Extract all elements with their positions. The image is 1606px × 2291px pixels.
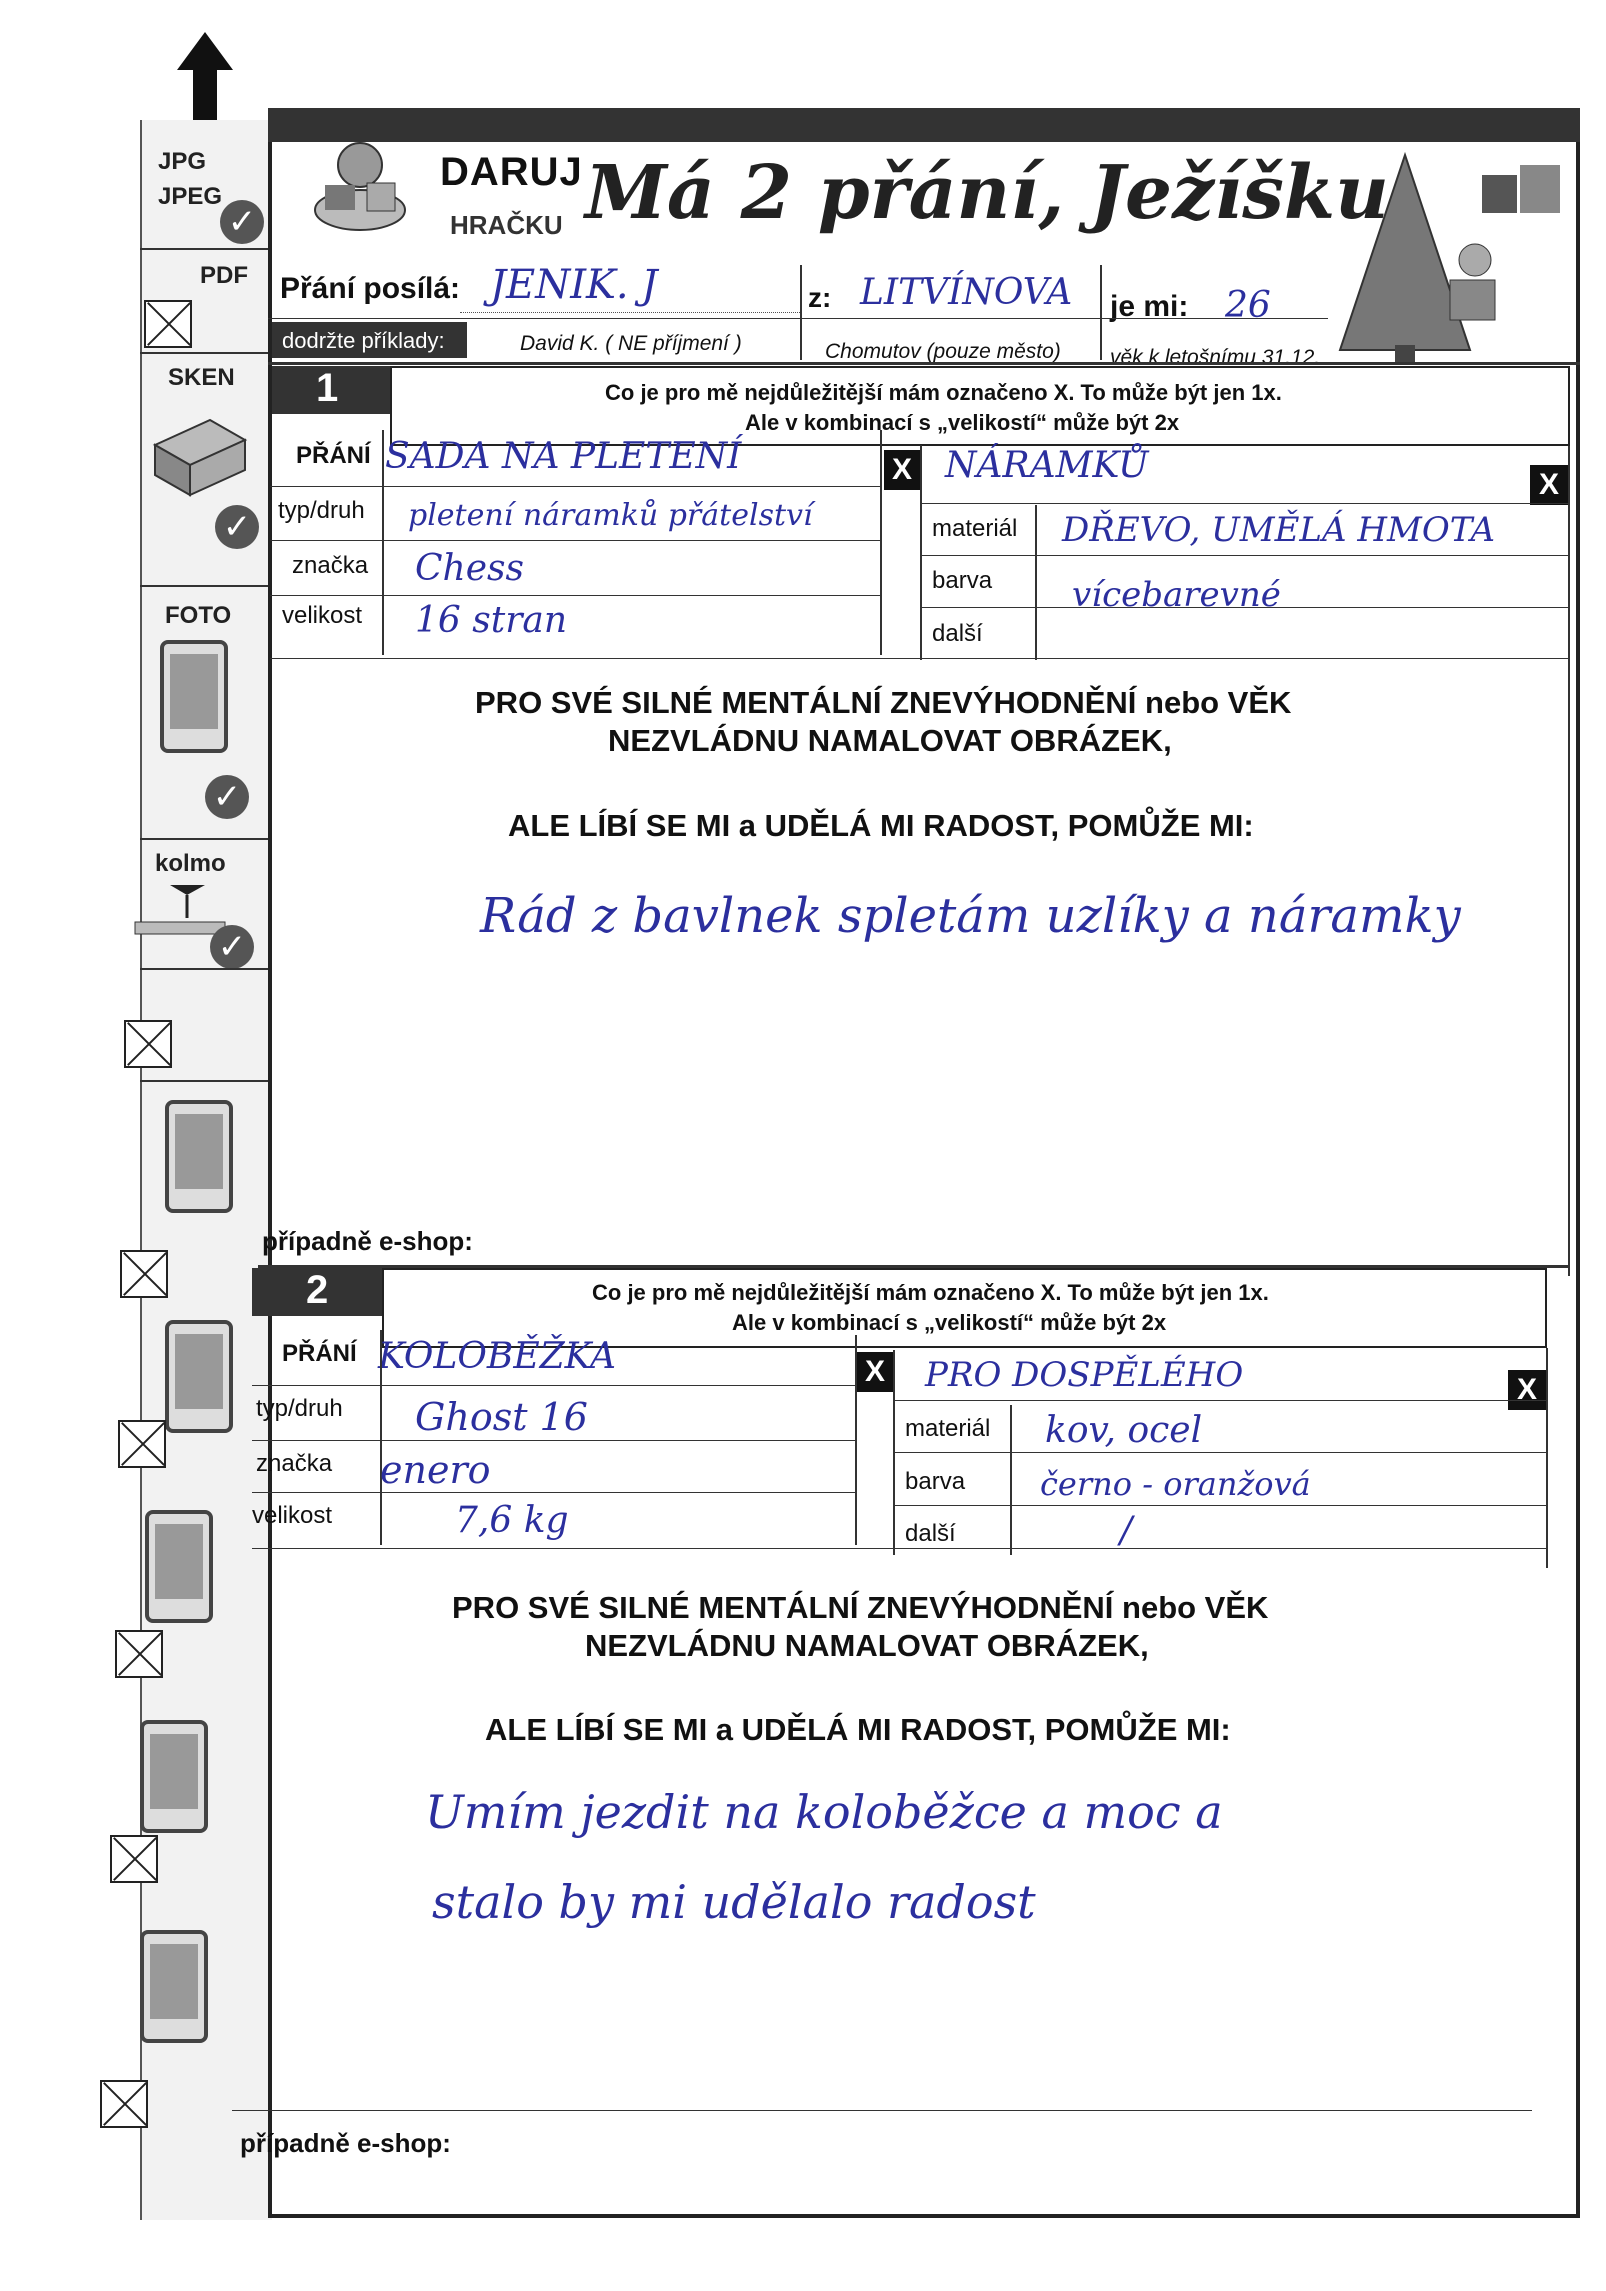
check-icon: ✓ [205, 775, 249, 819]
wish1-velikost-label: velikost [282, 602, 363, 629]
wish1-row [270, 486, 882, 487]
example-name: David K. ( NE příjmení ) [520, 332, 742, 355]
phone-icon [160, 640, 228, 753]
wish2-velikost-value: 7,6 kg [455, 1500, 569, 1541]
wish2-typ-value: Ghost 16 [415, 1395, 588, 1439]
wish2-right-edge [1546, 1348, 1548, 1568]
wish1-material-value: DŘEVO, UMĚLÁ HMOTA [1062, 510, 1496, 550]
wish2-notice-line1: PRO SVÉ SILNÉ MENTÁLNÍ ZNEVÝHODNĚNÍ nebo VĚK [452, 1590, 1269, 1625]
unchecked-box-icon [120, 1250, 168, 1298]
wish1-prani-value: SADA NA PLETENÍ [385, 436, 742, 477]
age-label: je mi: [1110, 290, 1189, 323]
wish2-barva-value: černo - oranžová [1040, 1465, 1311, 1503]
sidebar-divider [140, 968, 270, 970]
wish1-notice-line3: ALE LÍBÍ SE MI a UDĚLÁ MI RADOST, POMŮŽE MI: [508, 808, 1254, 843]
sidebar-divider [140, 1080, 270, 1082]
wish2-velikost-label: velikost [252, 1502, 333, 1529]
age-value: 26 [1225, 285, 1271, 326]
scanner-icon [150, 410, 250, 500]
wish2-eshop-label: případně e-shop: [240, 2128, 451, 2158]
wish1-velikost-value: 16 stran [415, 600, 568, 641]
wish2-material-value: kov, ocel [1045, 1410, 1203, 1451]
wish1-right-edge [1568, 446, 1570, 1276]
wish1-row [270, 540, 882, 541]
wish1-x-marker-2: X [1530, 465, 1568, 505]
examples-label: dodržte příklady: [282, 328, 445, 353]
wish1-row [270, 658, 1570, 659]
wish2-prani-value: KOLOBĚŽKA [378, 1336, 617, 1377]
check-icon: ✓ [215, 505, 259, 549]
wish1-row [270, 595, 882, 596]
example-age: věk k letošnímu 31.12. [1110, 346, 1321, 369]
unchecked-box-icon [100, 2080, 148, 2128]
page-title: Má 2 přání, Ježíšku [585, 150, 1389, 236]
wish2-eshop-rule [232, 2110, 1532, 2111]
wish1-row [920, 503, 1570, 504]
header-bottom-rule [268, 362, 1580, 365]
wish1-instructions-line1: Co je pro mě nejdůležitější mám označeno X. To může být jen 1x. [605, 380, 1282, 405]
sidebar-foto-label: FOTO [165, 602, 232, 629]
wish2-row [252, 1440, 857, 1441]
wish2-dalsi-label: další [905, 1520, 956, 1547]
wish2-number: 2 [306, 1268, 329, 1312]
wish1-znacka-label: značka [292, 552, 369, 579]
sidebar-divider [140, 352, 270, 354]
wish1-material-label: materiál [932, 515, 1018, 542]
wish1-eshop-label: případně e-shop: [262, 1226, 473, 1256]
phone-icon [145, 1510, 213, 1623]
wish1-row [920, 607, 1570, 608]
gifts-icon [1480, 160, 1565, 215]
wish1-instructions-line2: Ale v kombinací s „velikostí“ může být 2x [745, 410, 1180, 435]
header-top-band [268, 108, 1580, 142]
wish2-row [893, 1505, 1548, 1506]
wish1-label-col [382, 430, 384, 655]
wish2-row [893, 1400, 1548, 1401]
sender-underline [460, 312, 800, 313]
wish2-prani-value2: PRO DOSPĚLÉHO [925, 1355, 1244, 1395]
wish2-znacka-label: značka [256, 1450, 333, 1477]
wish1-prani-label: PŘÁNÍ [296, 442, 371, 469]
divider [1100, 265, 1102, 360]
sidebar-divider [140, 248, 270, 250]
unchecked-box-icon [115, 1630, 163, 1678]
wish1-prani-value2: NÁRAMKŮ [945, 445, 1149, 486]
wish2-znacka-value: enero [380, 1448, 491, 1492]
sidebar-jpg-label: JPG [158, 148, 207, 175]
santa-logo-icon [305, 125, 415, 235]
unchecked-box-icon [124, 1020, 172, 1068]
phone-icon [165, 1320, 233, 1433]
logo-daruj: DARUJ [440, 150, 583, 194]
wish2-notice-line2: NEZVLÁDNU NAMALOVAT OBRÁZEK, [585, 1628, 1149, 1663]
wish2-dalsi-value: / [1120, 1510, 1133, 1551]
up-arrow-icon [175, 32, 235, 122]
sender-label: Přání posílá: [280, 272, 461, 305]
sidebar-kolmo-label: kolmo [155, 850, 226, 877]
wish2-prani-label: PŘÁNÍ [282, 1340, 357, 1367]
check-icon: ✓ [220, 200, 264, 244]
wish1-dalsi-label: další [932, 620, 983, 647]
wish2-instructions-line1: Co je pro mě nejdůležitější mám označeno X. To může být jen 1x. [592, 1280, 1269, 1305]
example-city: Chomutov (pouze město) [825, 340, 1061, 363]
wish2-barva-label: barva [905, 1468, 966, 1495]
wish2-label-col-right [1010, 1405, 1012, 1555]
unchecked-box-icon [110, 1835, 158, 1883]
wish1-row [920, 555, 1570, 556]
logo-hracku: HRAČKU [450, 210, 563, 240]
wish2-row [252, 1492, 857, 1493]
wish1-znacka-value: Chess [415, 548, 524, 589]
wish2-x-marker-2: X [1508, 1370, 1546, 1410]
wish2-handwritten-line2: stalo by mi udělalo radost [432, 1875, 1036, 1929]
wish1-mid-col2 [920, 445, 922, 660]
phone-icon [140, 1930, 208, 2043]
sidebar-pdf-label: PDF [200, 262, 248, 289]
wish2-typ-label: typ/druh [256, 1395, 343, 1422]
from-value: LITVÍNOVA [860, 272, 1073, 313]
wish1-number: 1 [316, 366, 339, 410]
sidebar-divider [140, 838, 270, 840]
sidebar-jpeg-label: JPEG [158, 183, 223, 210]
wish2-label-col [380, 1330, 382, 1545]
wish2-handwritten-line1: Umím jezdit na koloběžce a moc a [425, 1785, 1223, 1839]
phone-icon [140, 1720, 208, 1833]
wish1-barva-label: barva [932, 567, 993, 594]
wish1-mid-col [880, 430, 882, 655]
wish2-row [893, 1452, 1548, 1453]
wish1-barva-value: vícebarevné [1072, 575, 1281, 615]
wish1-label-col-right [1035, 505, 1037, 660]
header-rule [268, 318, 1328, 319]
sidebar-divider [140, 585, 270, 587]
divider [800, 265, 802, 360]
wish1-typ-label: typ/druh [278, 497, 365, 524]
wish1-typ-value: pletení náramků přátelství [408, 498, 813, 533]
sender-value: JENIK. J [490, 262, 658, 308]
unchecked-box-icon [144, 300, 192, 348]
wish2-row [252, 1548, 1548, 1549]
wish2-x-marker-1: X [857, 1352, 893, 1392]
phone-icon [165, 1100, 233, 1213]
wish2-row [252, 1385, 857, 1386]
wish1-x-marker-1: X [884, 450, 920, 490]
from-label: z: [808, 282, 832, 313]
check-icon: ✓ [210, 925, 254, 969]
wish1-handwritten: Rád z bavlnek spletám uzlíky a náramky [480, 888, 1461, 944]
wish1-notice-line2: NEZVLÁDNU NAMALOVAT OBRÁZEK, [608, 723, 1172, 758]
wish2-notice-line3: ALE LÍBÍ SE MI a UDĚLÁ MI RADOST, POMŮŽE MI: [485, 1712, 1231, 1747]
sidebar-sken-label: SKEN [168, 364, 235, 391]
wish2-instructions-line2: Ale v kombinací s „velikostí“ může být 2x [732, 1310, 1167, 1335]
wish1-notice-line1: PRO SVÉ SILNÉ MENTÁLNÍ ZNEVÝHODNĚNÍ nebo VĚK [475, 685, 1292, 720]
unchecked-box-icon [118, 1420, 166, 1468]
wish2-material-label: materiál [905, 1415, 991, 1442]
